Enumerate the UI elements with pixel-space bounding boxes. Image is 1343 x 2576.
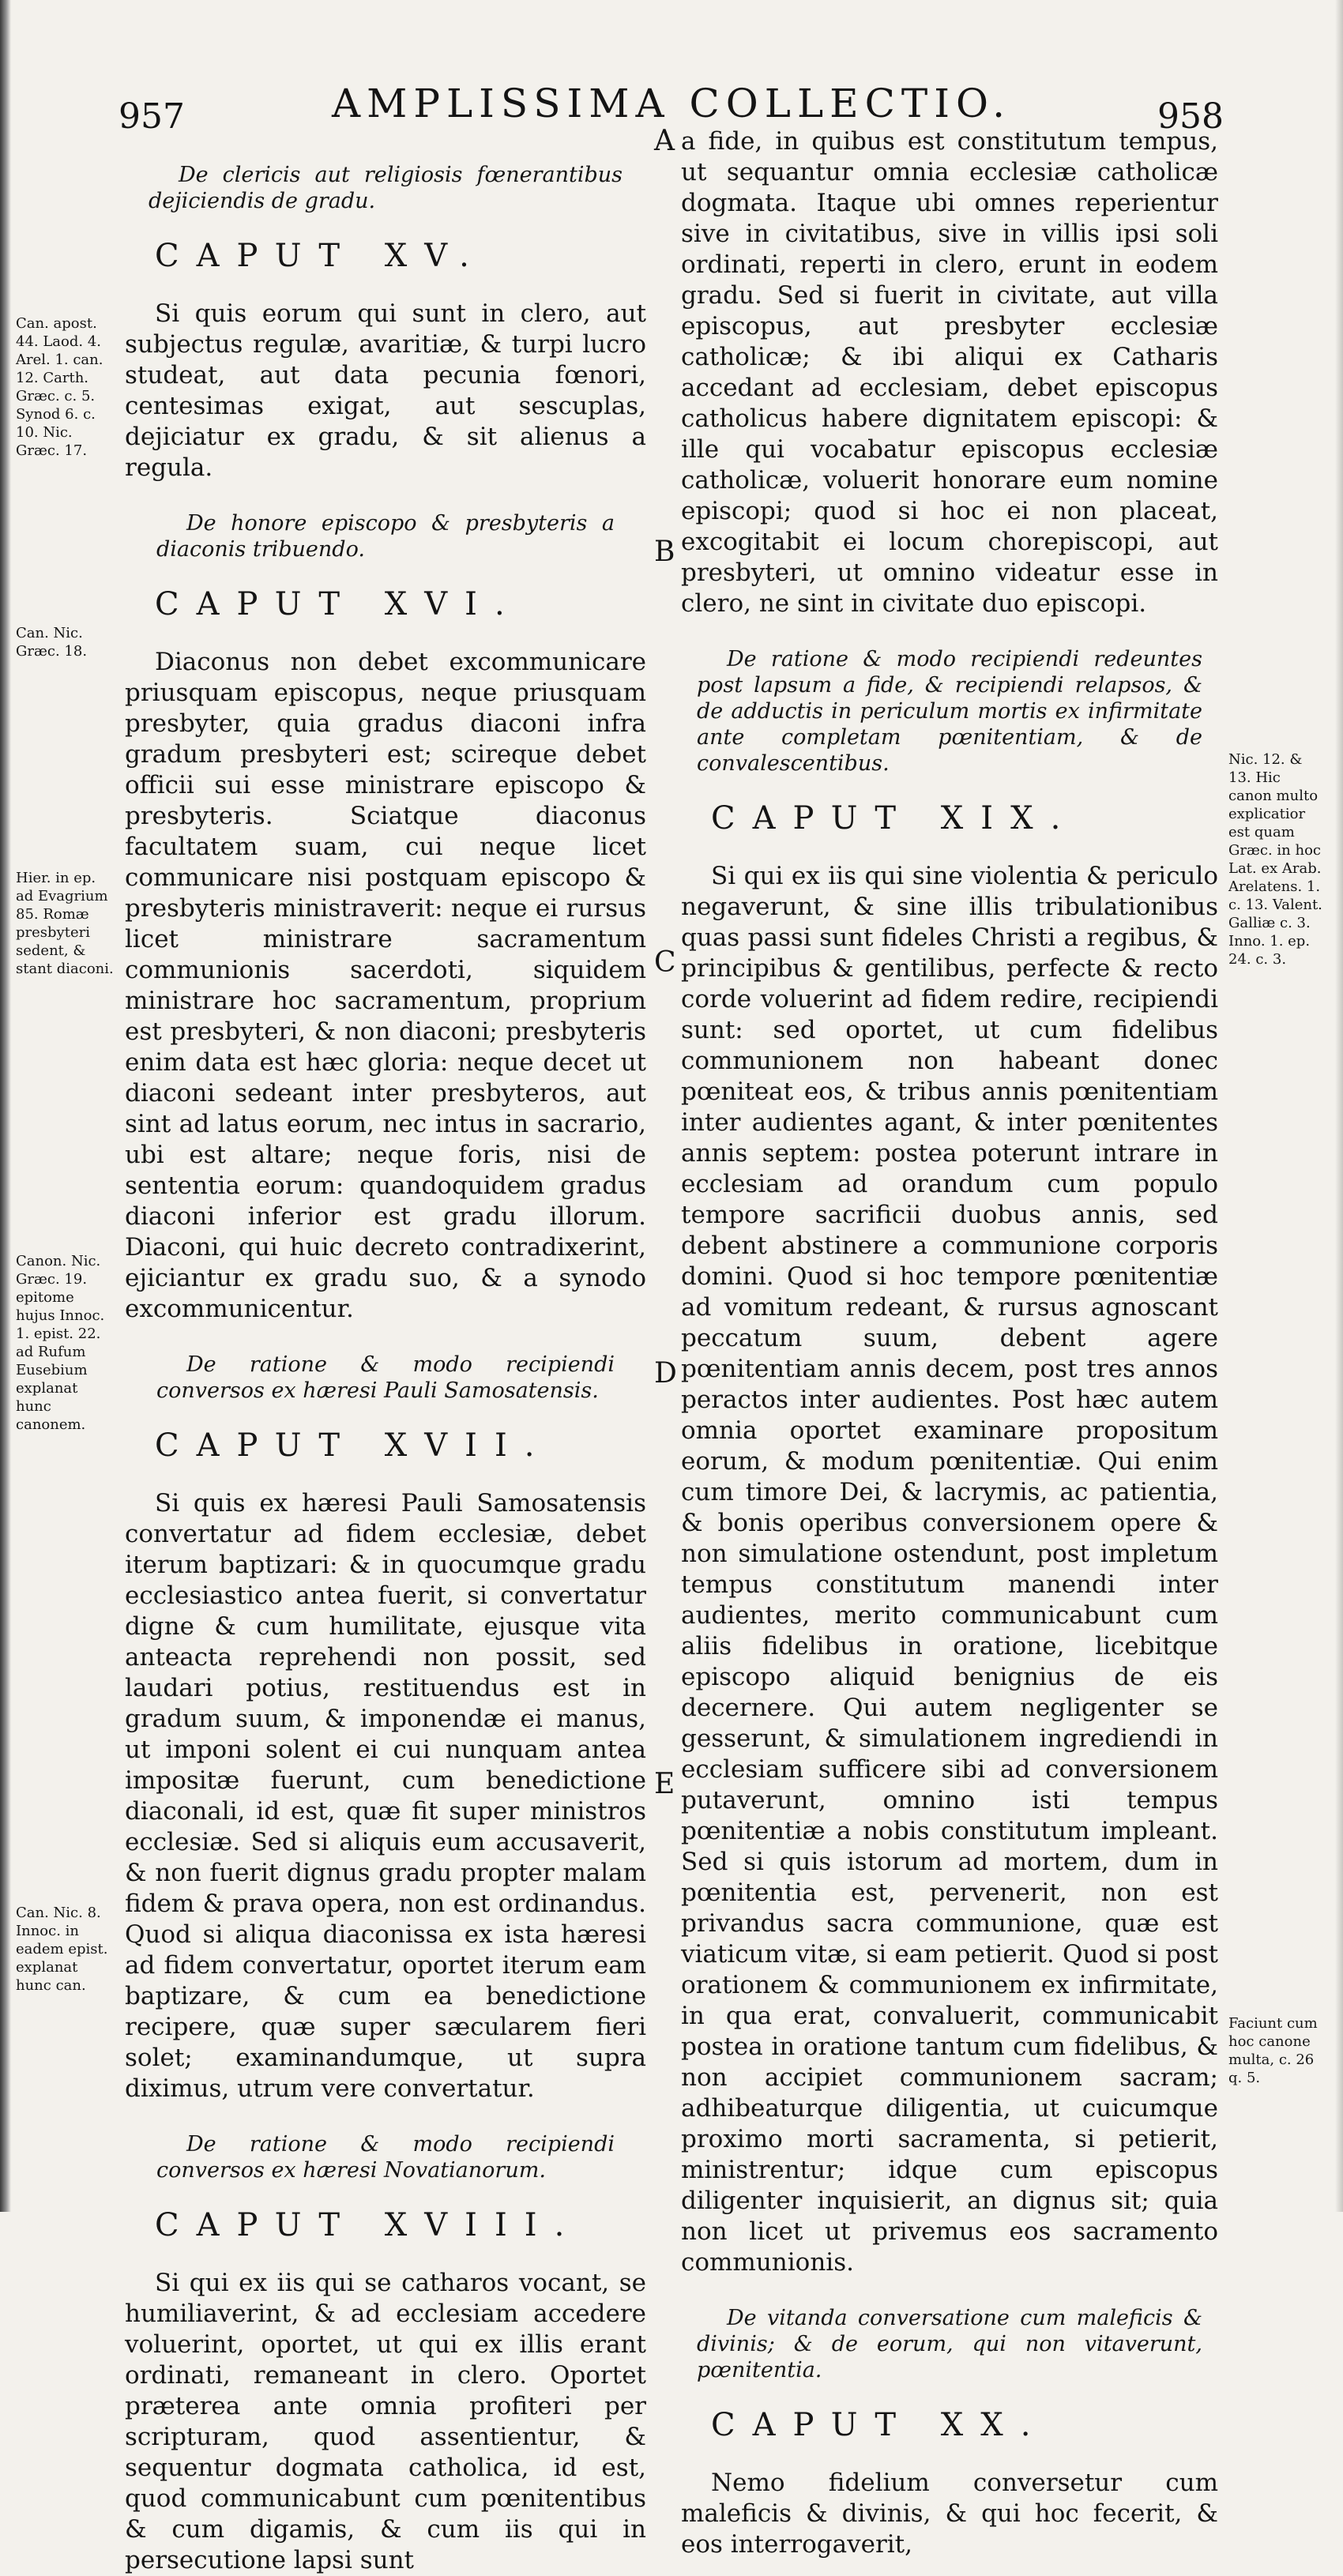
section-letter-a: A [654, 125, 675, 157]
margin-note-caput-16: Can. Nic. Græc. 18. [16, 625, 88, 660]
margin-note-caput-15: Can. apost. 44. Laod. 4. Arel. 1. can. 12. Carth. Græc. c. 5. Synod 6. c. 10. Nic. Græc. 17. [16, 315, 103, 459]
page-number-left: 957 [118, 96, 185, 137]
rubric-caput-19: De ratione & modo recipiendi redeuntes post lapsum a fide, & recipiendi relapsos, & de adductis in periculum mortis ex infirmitate ante completam pœnitentiam, & de convalescentibus. [697, 647, 1202, 776]
section-letter-e: E [654, 1768, 675, 1800]
heading-caput-15: CAPUT XV. [155, 238, 487, 274]
page-edge-right [1335, 0, 1343, 2212]
heading-caput-16: CAPUT XVI. [155, 586, 522, 622]
rubric-caput-17: De ratione & modo recipiendi conversos ex hæresi Pauli Samosatensis. [156, 1352, 615, 1403]
page-number-right: 958 [1157, 96, 1224, 137]
left-column [125, 162, 646, 2576]
heading-caput-18: CAPUT XVIII. [155, 2207, 582, 2243]
running-title: AMPLISSIMA COLLECTIO. [332, 81, 1011, 126]
section-letter-d: D [654, 1357, 677, 1390]
text-caput-15: Si quis eorum qui sunt in clero, aut subjectus regulæ, avaritiæ, & turpi lucro studeat, aut data pecunia fœnori, centesimas exigat, aut sescuplas, dejiciatur ex gradu, & sit alienus a regula. [125, 299, 646, 482]
text-caput-18-continued: a fide, in quibus est constitutum tempus, ut sequantur omnia ecclesiæ catholicæ dogmata. Itaque ubi omnes reperientur sive in civitatibus, sive in villis ipsi soli ordinati, reperti in clero, erunt in eodem gradu. Sed si fuerit in civitate, aut villa episcopus, aut presbyter ecclesiæ catholicæ; & ibi aliqui ex Catharis accedant ad ecclesiam, debet episcopus catholicus habere dignitatem episcopi: & ille qui vocabatur episcopus ecclesiæ catholicæ, voluerit honorare eum nomine episcopi; quod si hoc ei non placeat, excogitabit ei locum chorepiscopi, aut presbyteri, ut omnino videatur esse in clero, ne sint in civitate duo episcopi. [681, 127, 1218, 618]
rubric-caput-18: De ratione & modo recipiendi conversos ex hæresi Novatianorum. [156, 2132, 615, 2183]
margin-note-caput-18: Can. Nic. 8. Innoc. in eadem epist. explanat hunc can. [16, 1905, 108, 1994]
right-column [681, 126, 1218, 2560]
text-caput-17: Si quis ex hæresi Pauli Samosatensis convertatur ad fidem ecclesiæ, debet iterum baptizari: & in quocumque gradu ecclesiastico antea fuerit, si convertatur digne & cum humilitate, ejusque vita anteacta reprehendi non possit, sed laudari potius, restituendus est in gradum suum, & imponendæ ei manus, ut imponi solent ei cui nunquam antea impositæ fuerunt, cum benedictione diaconali, id est, quæ fit super ministros ecclesiæ. Sed si aliquis eum accusaverit, & non fuerit dignus gradu propter malam fidem & prava opera, non est ordinandus. Quod si aliqua diaconissa ex ista hæresi ad fidem convertatur, oportet iterum eam baptizare, & cum ea benedictione recipere, quæ super sæcularem fieri solet; examinandumque, ut supra diximus, utrum vere convertatur. [125, 1489, 646, 2103]
margin-note-caput-20: Faciunt cum hoc canone multa, c. 26 q. 5. [1228, 2015, 1318, 2086]
rubric-caput-20: De vitanda conversatione cum maleficis & divinis; & de eorum, qui non vitaverunt, pœnitentia. [697, 2306, 1202, 2382]
text-caput-18: Si qui ex iis qui se catharos vocant, se humiliaverint, & ad ecclesiam accedere voluerint, oportet, ut qui ex illis erant ordinati, remaneant in clero. Oportet præterea ante omnia profiteri per scripturam, quod assentientur, & sequentur dogmata catholica, id est, quod communicabunt cum pœnitentibus & cum digamis, & cum iis qui in persecutione lapsi sunt [125, 2269, 646, 2574]
text-caput-16: Diaconus non debet excommunicare priusquam episcopus, neque priusquam presbyter, quia gradus diaconi infra gradum presbyteri est; scireque debet officii sui esse ministrare episcopo & presbyteris. Sciatque diaconus facultatem suam, cui neque licet communicare nisi postquam episcopo & presbyteris ministraverit: neque ei rursus licet ministrare sacramentum communionis sacerdoti, siquidem ministrare hoc sacramentum, proprium est presbyteri, & non diaconi; presbyteris enim data est hæc gloria: neque decet ut diaconi sedeant inter presbyteros, aut sint ad latus eorum, nec intus in sacrario, ubi est altare; neque foris, nisi de sententia eorum: quandoquidem gradus diaconi inferior est gradu illorum. Diaconi, qui huic decreto contradixerint, ejiciantur ex gradu suo, & a synodo excommunicentur. [125, 648, 646, 1323]
text-caput-19: Si qui ex iis qui sine violentia & periculo negaverunt, & sine illis tribulationibus quas passi sunt fideles Christi a regibus, & principibus & gentilibus, perfecte & recto corde voluerint ad fidem redire, recipiendi sunt: sed oportet, ut cum fidelibus communionem non habeant donec pœniteat eos, & tribus annis pœnitentiam inter audientes agant, & inter pœnitentes annis septem: postea poterunt intrare in ecclesiam ad orandum cum populo tempore sacrificii duobus annis, sed debent abstinere a communione corporis domini. Quod si hoc tempore pœnitentiæ ad vomitum redeant, & rursus agnoscant peccatum suum, debent agere pœnitentiam annis decem, post tres annos peractos inter audientes. Post hæc autem omnia oportet examinare propositum eorum, & modum pœnitentiæ. Qui enim cum timore Dei, & lacrymis, ac patientia, & bonis operibus conversionem opere & non simulatione ostendunt, post impletum tempus constitutum manendi inter audientes, merito communicabunt cum aliis fidelibus in oratione, licebitque episcopo aliquid benignius de eis decernere. Qui autem negligenter se gesserunt, & simulationem ingrediendi in ecclesiam sufficere sibi ad conversionem putaverunt, omnino isti tempus pœnitentiæ a nobis constitutum impleant. Sed si quis istorum ad mortem, dum in pœnitentia est, pervenerit, non est privandus sacra communione, quæ est viaticum vitæ, si eam petierit. Quod si post orationem & communionem ex infirmitate, in qua erat, convaluerit, communicabit postea in oratione tantum cum fidelibus, & non accipiet communionem sacram; adhibeaturque diligentia, ut cuicumque proximo morti sacramenta, si petierit, ministrentur; idque cum episcopus diligenter inquisierit, an dignus sit; quia non licet ut privemus eos sacramento communionis. [681, 862, 1218, 2277]
rubric-caput-16: De honore episcopo & presbyteris a diaconis tribuendo. [156, 511, 615, 562]
page-binding-shadow [0, 0, 11, 2212]
text-caput-20: Nemo fidelium conversetur cum maleficis & divinis, & qui hoc fecerit, & eos interrogaverit, [681, 2469, 1218, 2559]
margin-note-caput-19: Nic. 12. & 13. Hic canon multo explicatior est quam Græc. in hoc Lat. ex Arab. Arelatens. 1. c. 13. Valent. Galliæ c. 3. Inno. 1. ep. 24. c. 3. [1228, 751, 1322, 968]
heading-caput-20: CAPUT XX. [711, 2407, 1048, 2443]
margin-note-caput-16-hier: Hier. in ep. ad Evagrium 85. Romæ presbyteri sedent, & stant diaconi. [16, 870, 114, 977]
margin-note-caput-17: Canon. Nic. Græc. 19. epitome hujus Innoc. 1. epist. 22. ad Rufum Eusebium explanat hunc canonem. [16, 1253, 105, 1433]
section-letter-b: B [654, 536, 675, 568]
heading-caput-17: CAPUT XVII. [155, 1427, 552, 1464]
heading-caput-19: CAPUT XIX. [711, 800, 1078, 837]
section-letter-c: C [654, 946, 676, 979]
rubric-caput-15: De clericis aut religiosis fœnerantibus dejiciendis de gradu. [149, 163, 623, 213]
